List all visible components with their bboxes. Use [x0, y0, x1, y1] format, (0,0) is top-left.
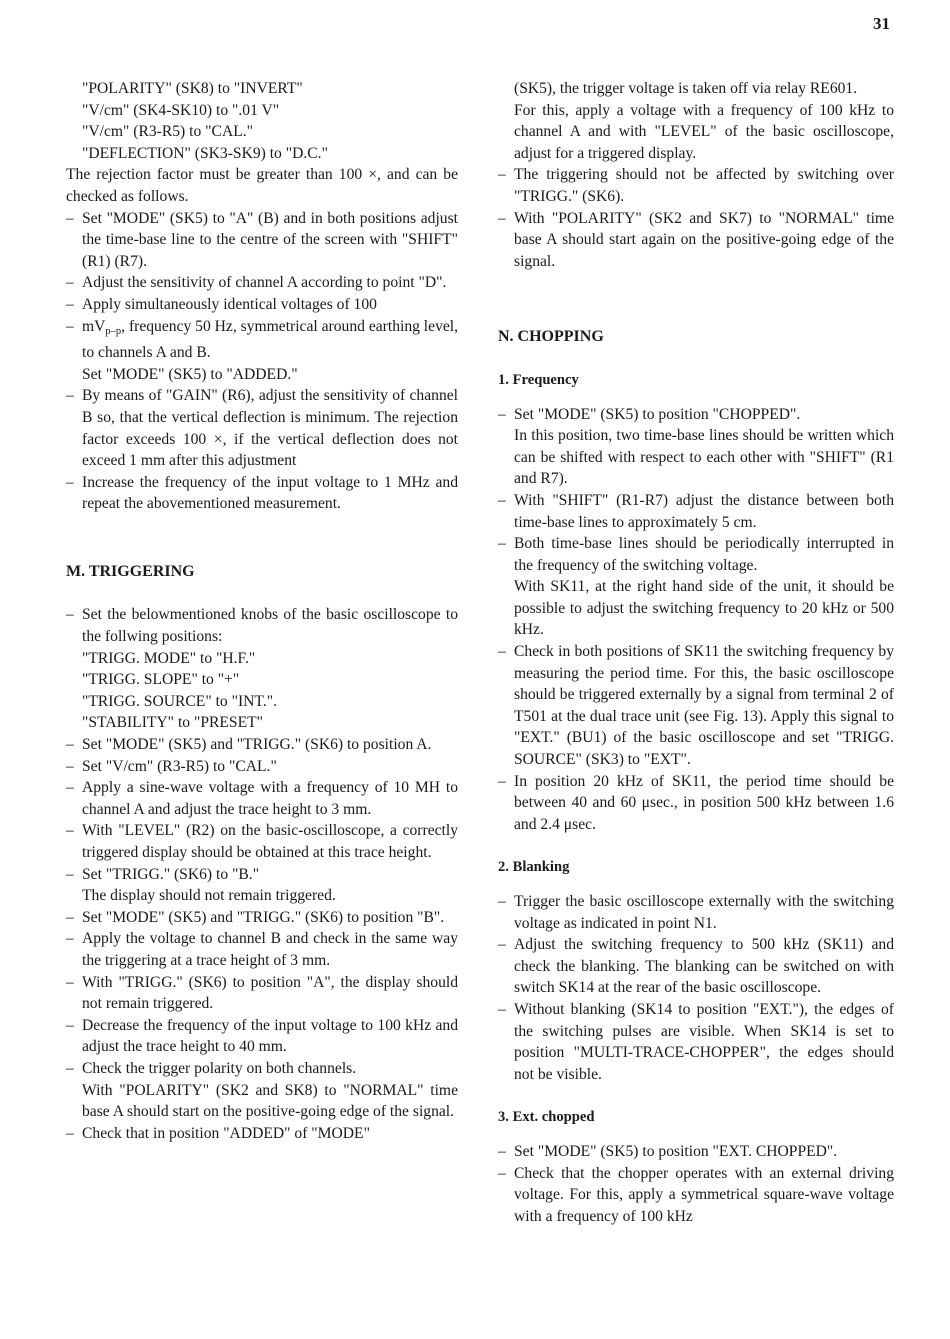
subsection-heading-blanking: 2. Blanking [498, 859, 570, 876]
list-item: – Check that in position "ADDED" of "MODE" [66, 1123, 458, 1145]
list-item: – Set "MODE" (SK5) to position "EXT. CHOPPED". [498, 1141, 894, 1163]
list-item: – Apply a sine-wave voltage with a frequency of 10 MH to channel A and adjust the trace height to 3 mm. [66, 777, 458, 820]
setting-line: "TRIGG. SLOPE" to "+" [82, 671, 240, 689]
list-item: – Without blanking (SK14 to position "EXT."), the edges of the switching pulses are visible. When SK14 is set to position "MULTI-TRACE-CHOPPER", the edges should not be visible. [498, 999, 894, 1085]
setting-line: "STABILITY" to "PRESET" [82, 714, 264, 732]
left-column [66, 78, 458, 1144]
list-item: – By means of "GAIN" (R6), adjust the sensitivity of channel B so, that the vertical deflection is minimum. The rejection factor exceeds 100 ×, if the vertical deflection does not exceed 1 mm after this adjustment [66, 385, 458, 471]
note-paragraph: In this position, two time-base lines should be written which can be shifted with respect to each other with "SHIFT" (R1 and R7). [514, 427, 894, 488]
list-item: – Set "MODE" (SK5) and "TRIGG." (SK6) to position "B". [66, 907, 458, 929]
list-item: – Set "V/cm" (R3-R5) to "CAL." [66, 756, 458, 778]
right-column [498, 78, 894, 1227]
list-item: – Set the belowmentioned knobs of the basic oscilloscope to the follwing positions: [66, 604, 458, 647]
added-line: Set "MODE" (SK5) to "ADDED." [82, 365, 298, 383]
setting-line: "TRIGG. SOURCE" to "INT.". [82, 692, 277, 710]
list-item-mv [66, 316, 458, 364]
section-heading-chopping: N. CHOPPING [498, 328, 604, 346]
note-paragraph: With SK11, at the right hand side of the unit, it should be possible to adjust the switching frequency to 20 kHz or 500 kHz. [514, 578, 894, 639]
list-item: – With "SHIFT" (R1-R7) adjust the distance between both time-base lines to approximately 5 cm. [498, 490, 894, 533]
setting-line: "V/cm" (SK4-SK10) to ".01 V" [82, 101, 280, 119]
list-item: – Check the trigger polarity on both channels. [66, 1058, 458, 1080]
list-item: – Check in both positions of SK11 the switching frequency by measuring the period time. For this, the basic oscilloscope should be triggered externally by a signal from terminal 2 of T501 at the dual trace unit (see Fig. 13). Apply this signal to "EXT." (BU1) of the basic oscilloscope and set "TRIGG. SOURCE" (SK3) to "EXT". [498, 641, 894, 771]
subsection-heading-frequency: 1. Frequency [498, 371, 579, 388]
continued-paragraph: For this, apply a voltage with a frequency of 100 kHz to channel A and with "LEVEL" of the basic oscilloscope, adjust for a triggered display. [514, 101, 894, 162]
list-item: – Adjust the switching frequency to 500 kHz (SK11) and check the blanking. The blanking can be switched on with switch SK14 at the rear of the basic oscilloscope. [498, 934, 894, 999]
list-item: – With "TRIGG." (SK6) to position "A", the display should not remain triggered. [66, 972, 458, 1015]
page-number: 31 [873, 14, 890, 33]
list-item: – Set "MODE" (SK5) to position "CHOPPED". [498, 404, 894, 426]
list-item: – Decrease the frequency of the input voltage to 100 kHz and adjust the trace height to 40 mm. [66, 1015, 458, 1058]
setting-line: "TRIGG. MODE" to "H.F." [82, 649, 256, 667]
list-item: – With "LEVEL" (R2) on the basic-oscilloscope, a correctly triggered display should be obtained at this trace height. [66, 820, 458, 863]
list-item: – Apply the voltage to channel B and check in the same way the triggering at a trace height of 3 mm. [66, 928, 458, 971]
list-item: – Both time-base lines should be periodically interrupted in the frequency of the switching voltage. [498, 533, 894, 576]
list-item: – Apply simultaneously identical voltages of 100 [66, 294, 458, 316]
list-item: – The triggering should not be affected by switching over "TRIGG." (SK6). [498, 164, 894, 207]
setting-line: "DEFLECTION" (SK3-SK9) to "D.C." [82, 144, 328, 162]
mv-prefix: mV [82, 317, 106, 335]
section-heading-triggering: M. TRIGGERING [66, 562, 195, 580]
list-item: – Increase the frequency of the input voltage to 1 MHz and repeat the abovementioned measurement. [66, 472, 458, 515]
list-item: – Set "MODE" (SK5) to "A" (B) and in both positions adjust the time-base line to the centre of the screen with "SHIFT" (R1) (R7). [66, 208, 458, 273]
list-item: – Adjust the sensitivity of channel A according to point "D". [66, 272, 458, 294]
note-line: With "POLARITY" (SK2 and SK8) to "NORMAL" time base A should start on the positive-going edge of the signal. [82, 1081, 458, 1121]
mv-text: , frequency 50 Hz, symmetrical around earthing level, to channels A and B. [82, 317, 459, 362]
rejection-paragraph: The rejection factor must be greater than 100 ×, and can be checked as follows. [66, 166, 458, 205]
setting-line: "POLARITY" (SK8) to "INVERT" [82, 80, 303, 97]
list-item: – In position 20 kHz of SK11, the period time should be between 40 and 60 μsec., in position 500 kHz between 1.6 and 2.4 μsec. [498, 771, 894, 836]
continued-paragraph: (SK5), the trigger voltage is taken off via relay RE601. [514, 80, 858, 97]
setting-line: "V/cm" (R3-R5) to "CAL." [82, 123, 253, 141]
list-item: – Set "MODE" (SK5) and "TRIGG." (SK6) to position A. [66, 734, 458, 756]
list-item: – Trigger the basic oscilloscope externally with the switching voltage as indicated in point N1. [498, 891, 894, 934]
mv-subscript: p–p [105, 325, 122, 337]
list-item: – With "POLARITY" (SK2 and SK7) to "NORMAL" time base A should start again on the positive-going edge of the signal. [498, 208, 894, 273]
note-line: The display should not remain triggered. [82, 887, 336, 905]
list-item: – Check that the chopper operates with an external driving voltage. For this, apply a symmetrical square-wave voltage with a frequency of 100 kHz [498, 1163, 894, 1228]
list-item: – Set "TRIGG." (SK6) to "B." [66, 864, 458, 886]
subsection-heading-ext-chopped: 3. Ext. chopped [498, 1109, 595, 1126]
